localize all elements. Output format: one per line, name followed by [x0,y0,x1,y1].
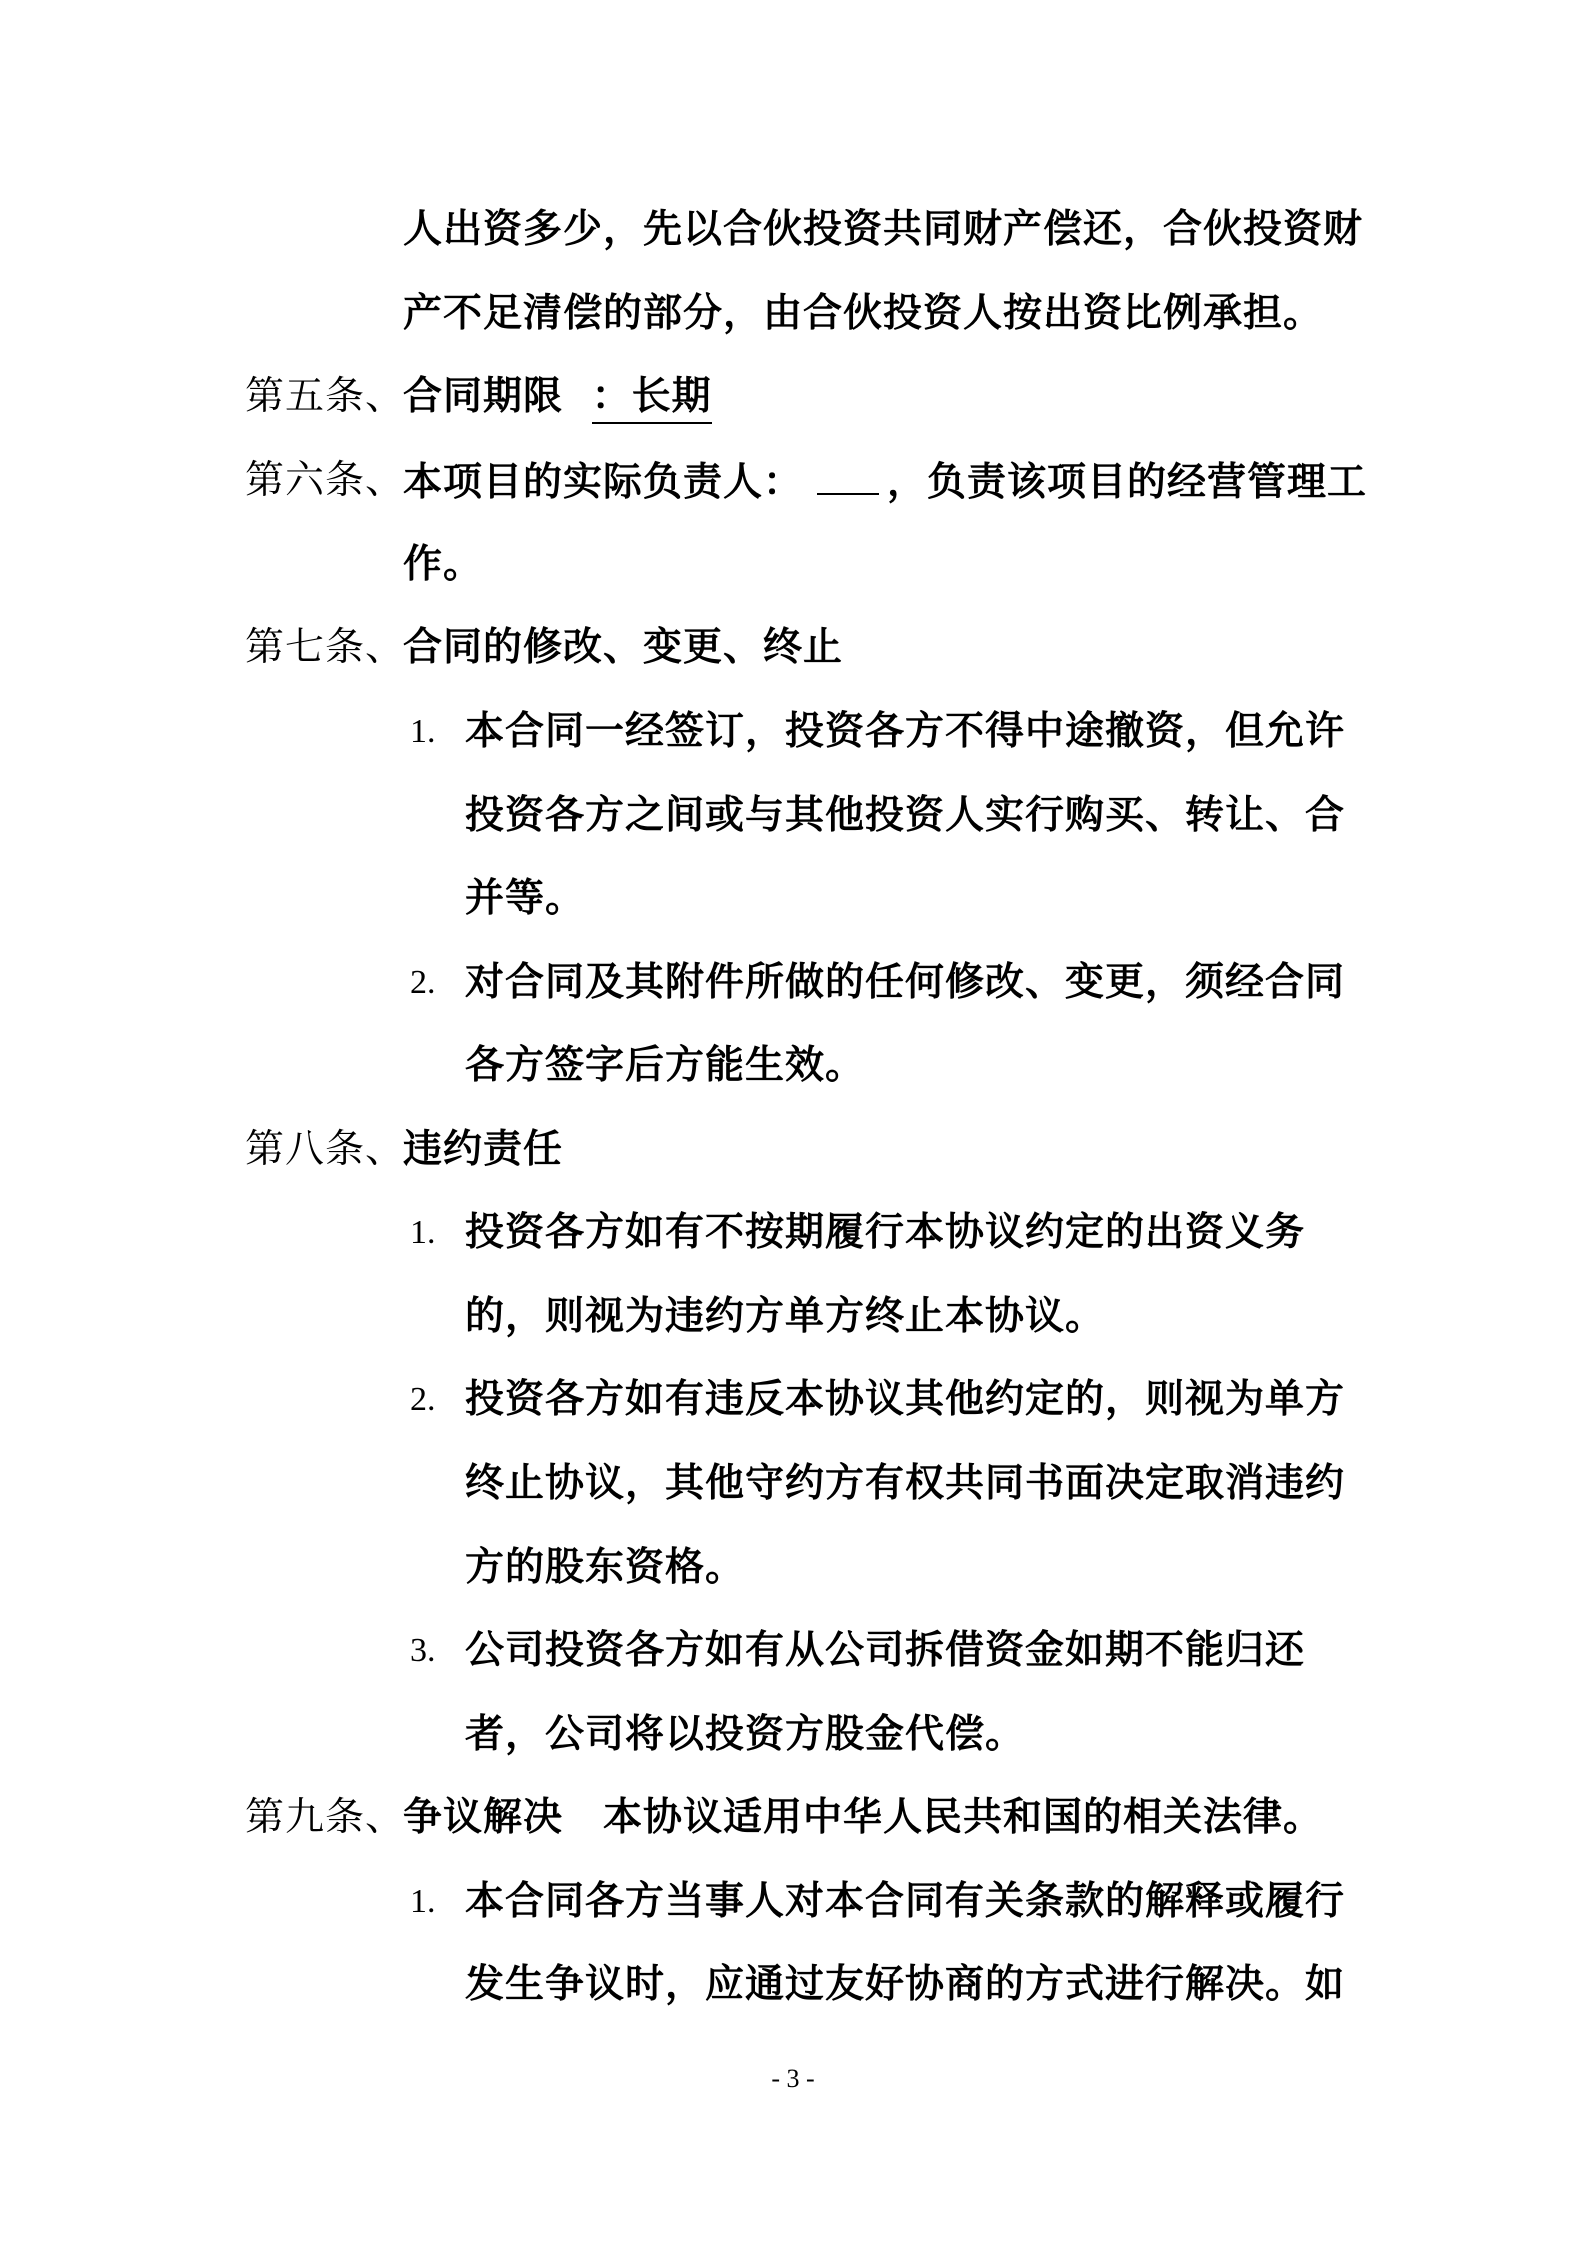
list-number: 1. [410,1214,436,1251]
article-5-value: ：长期 [592,372,712,424]
article-6-text [403,453,1367,509]
article-5-text [403,369,712,425]
text-line: 的，则视为违约方单方终止本协议。 [465,1294,1106,1339]
text-line: 方的股东资格。 [465,1545,746,1590]
text-line: 对合同及其附件所做的任何修改、变更，须经合同 [465,960,1346,1005]
article-7-title: 合同的修改、变更、终止 [403,625,844,670]
text-line: 投资各方之间或与其他投资人实行购买、转让、合 [465,793,1346,838]
article-7-label: 第七条、 [245,625,406,670]
text-line: 者，公司将以投资方股金代偿。 [465,1712,1026,1757]
list-number: 2. [410,1381,436,1418]
article-8-title: 违约责任 [403,1127,564,1172]
article-9-text: 本协议适用中华人民共和国的相关法律。 [603,1795,1324,1840]
text-line: 终止协议，其他守约方有权共同书面决定取消违约 [465,1461,1346,1506]
text-line: 人出资多少，先以合伙投资共同财产偿还，合伙投资财 [403,207,1364,252]
article-8-label: 第八条、 [245,1127,406,1172]
text-line: 并等。 [465,876,586,921]
text-line: 发生争议时，应通过友好协商的方式进行解决。如 [465,1962,1346,2007]
article-5-label: 第五条、 [245,374,406,419]
list-number: 1. [410,713,436,750]
text-line: 公司投资各方如有从公司拆借资金如期不能归还 [465,1628,1306,1673]
text-line: 各方签字后方能生效。 [465,1043,866,1088]
article-6-text-b: ，负责该项目的经营管理工 [887,460,1368,505]
text-line: 产不足清偿的部分，由合伙投资人按出资比例承担。 [403,291,1324,336]
page-number: - 3 - [771,2064,815,2093]
text-line: 本合同各方当事人对本合同有关条款的解释或履行 [465,1879,1346,1924]
article-5-title: 合同期限 [403,374,564,419]
article-9-label: 第九条、 [245,1795,406,1840]
text-line: 投资各方如有不按期履行本协议约定的出资义务 [465,1210,1306,1255]
text-line: 投资各方如有违反本协议其他约定的，则视为单方 [465,1377,1346,1422]
list-number: 3. [410,1632,436,1669]
article-6-label: 第六条、 [245,458,406,503]
article-6-text-a: 本项目的实际负责人： [403,460,804,505]
text-line: 作。 [403,542,484,587]
list-number: 2. [410,964,436,1001]
text-line: 本合同一经签订，投资各方不得中途撤资，但允许 [465,709,1346,754]
article-9-title: 争议解决 [403,1795,564,1840]
list-number: 1. [410,1883,436,1920]
blank-field [817,453,879,495]
